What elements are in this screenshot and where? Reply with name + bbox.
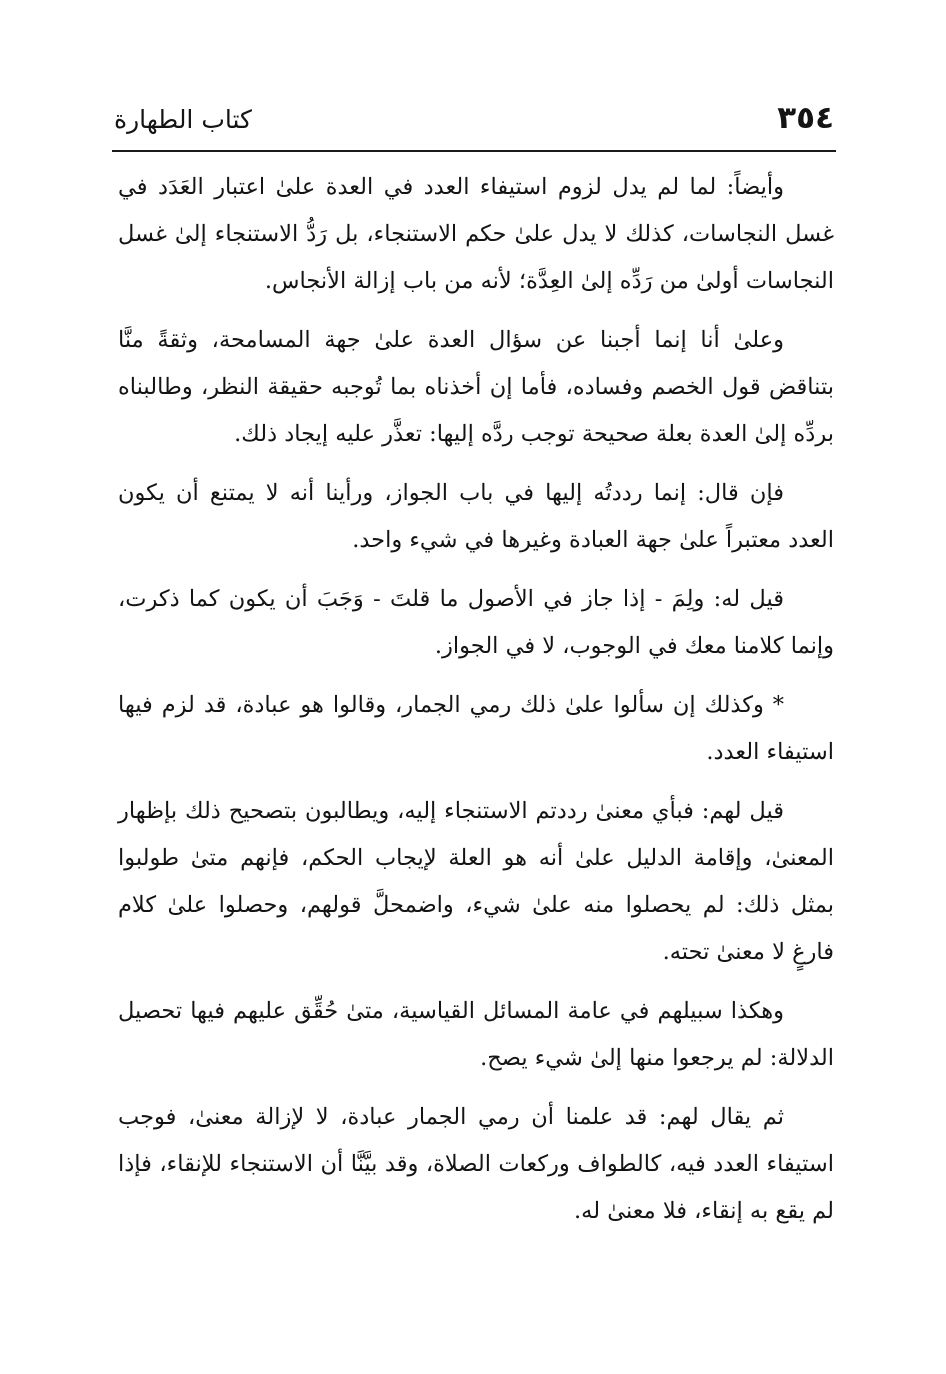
running-title: كتاب الطهارة <box>114 105 252 134</box>
paragraph: قيل له: ولِمَ - إذا جاز في الأصول ما قلتَ - وَجَبَ أن يكون كما ذكرت، وإنما كلامنا معك في الوجوب، لا في الجواز. <box>118 586 834 659</box>
paragraph: وأيضاً: لما لم يدل لزوم استيفاء العدد في العدة علىٰ اعتبار العَدَد في غسل النجاسات، كذلك لا يدل علىٰ حكم الاستنجاء، بل رَدُّ الاستنجاء إلىٰ غسل النجاسات أولىٰ من رَدِّه إلىٰ العِدَّة؛ لأنه من باب إزالة الأنجاس. <box>118 174 834 294</box>
page-header <box>112 90 836 150</box>
paragraph: وهكذا سبيلهم في عامة المسائل القياسية، متىٰ حُقِّق عليهم فيها تحصيل الدلالة: لم يرجعوا منها إلىٰ شيء يصح. <box>118 998 834 1071</box>
paragraph: فإن قال: إنما رددتُه إليها في باب الجواز، ورأينا أنه لا يمتنع أن يكون العدد معتبراً علىٰ جهة العبادة وغيرها في شيء واحد. <box>118 480 834 553</box>
header-divider <box>112 150 836 152</box>
paragraph: وعلىٰ أنا إنما أجبنا عن سؤال العدة علىٰ جهة المسامحة، وثقةً منَّا بتناقض قول الخصم وفساده، فأما إن أخذناه بما تُوجبه حقيقة النظر، وطالبناه بردِّه إلىٰ العدة بعلة صحيحة توجب ردَّه إليها: تعذَّر عليه إيجاد ذلك. <box>118 327 834 447</box>
page-body <box>118 164 834 1247</box>
paragraph: ثم يقال لهم: قد علمنا أن رمي الجمار عبادة، لا لإزالة معنىٰ، فوجب استيفاء العدد فيه، كالطواف وركعات الصلاة، وقد بيَّنَّا أن الاستنجاء للإنقاء، فإذا لم يقع به إنقاء، فلا معنىٰ له. <box>118 1104 834 1224</box>
paragraph: * وكذلك إن سألوا علىٰ ذلك رمي الجمار، وقالوا هو عبادة، قد لزم فيها استيفاء العدد. <box>118 692 834 765</box>
page-number: ٣٥٤ <box>777 100 834 136</box>
paragraph: قيل لهم: فبأي معنىٰ رددتم الاستنجاء إليه، ويطالبون بتصحيح ذلك بإظهار المعنىٰ، وإقامة الدليل علىٰ أنه هو العلة لإيجاب الحكم، فإنهم متىٰ طولبوا بمثل ذلك: لم يحصلوا منه علىٰ شيء، واضمحلَّ قولهم، وحصلوا علىٰ كلام فارغٍ لا معنىٰ تحته. <box>118 798 834 965</box>
